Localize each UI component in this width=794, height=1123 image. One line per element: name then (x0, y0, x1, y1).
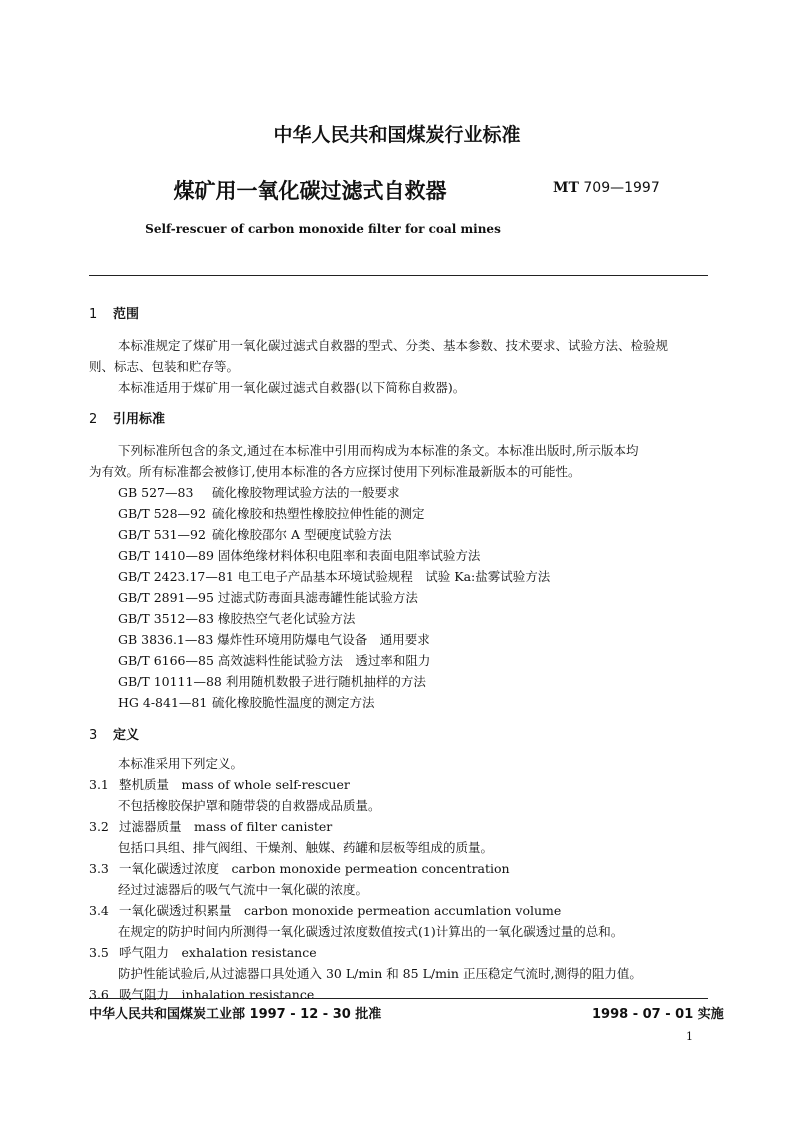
reference-name: 过滤式防毒面具滤毒罐性能试验方法 (217, 590, 418, 605)
reference-name: 高效滤料性能试验方法 透过率和阻力 (217, 653, 431, 668)
section-number: 1 (89, 307, 98, 322)
reference-name: 电工电子产品基本环境试验规程 试验 Ka:盐雾试验方法 (237, 569, 551, 584)
reference-item (118, 651, 430, 669)
reference-item (118, 525, 391, 543)
paragraph: 本标准规定了煤矿用一氧化碳过滤式自救器的型式、分类、基本参数、技术要求、试验方法、检验规 (118, 338, 669, 353)
reference-name: 橡胶热空气老化试验方法 (217, 611, 356, 626)
definition-term (89, 775, 350, 793)
section-3-heading (89, 724, 139, 743)
paragraph: 本标准适用于煤矿用一氧化碳过滤式自救器(以下简称自救器)。 (118, 380, 466, 395)
term-en: carbon monoxide permeation accumlation volume (244, 903, 562, 918)
definition-term (89, 901, 561, 919)
term-en: carbon monoxide permeation concentration (231, 861, 510, 876)
reference-code: GB/T 2423.17—81 (118, 569, 234, 584)
term-zh: 整机质量 (119, 777, 170, 792)
reference-code: GB/T 528—92 (118, 506, 206, 521)
reference-name: 利用随机数骰子进行随机抽样的方法 (225, 674, 426, 689)
section-title: 范围 (113, 307, 140, 322)
reference-item (118, 672, 426, 690)
effective-date: 1998 - 07 - 01 实施 (592, 1007, 724, 1022)
term-en: exhalation resistance (181, 945, 317, 960)
approval-line: 中华人民共和国煤炭工业部 1997 - 12 - 30 批准 (89, 1007, 382, 1022)
reference-item (118, 504, 425, 522)
reference-name: 硫化橡胶邵尔 A 型硬度试验方法 (211, 527, 392, 542)
paragraph: 本标准采用下列定义。 (118, 756, 244, 771)
standard-prefix: MT (553, 180, 579, 196)
section-title: 定义 (113, 728, 140, 743)
paragraph: 则、标志、包装和贮存等。 (89, 359, 240, 374)
term-zh: 呼气阻力 (119, 945, 170, 960)
reference-item (118, 609, 355, 627)
term-zh: 一氧化碳透过浓度 (119, 861, 220, 876)
reference-item (118, 567, 550, 585)
term-zh: 吸气阻力 (119, 987, 170, 1002)
term-zh: 过滤器质量 (119, 819, 182, 834)
reference-name: 爆炸性环境用防爆电气设备 通用要求 (217, 632, 430, 647)
paragraph: 为有效。所有标准都会被修订,使用本标准的各方应探讨使用下列标准最新版本的可能性。 (89, 464, 581, 479)
reference-code: GB/T 3512—83 (118, 611, 214, 626)
standard-number (553, 180, 660, 196)
definition-number: 3.5 (89, 945, 109, 960)
issuing-body-heading: 中华人民共和国煤炭行业标准 (273, 124, 521, 146)
reference-code: GB 527—83 (118, 485, 194, 500)
page-number: 1 (686, 1030, 693, 1043)
reference-code: GB/T 6166—85 (118, 653, 214, 668)
term-en: mass of whole self-rescuer (181, 777, 350, 792)
definition-term (89, 817, 332, 835)
section-2-heading (89, 408, 165, 427)
term-en: inhalation resistance (181, 987, 315, 1002)
reference-item (118, 483, 400, 501)
reference-item (118, 588, 418, 606)
standard-code: 709—1997 (583, 180, 660, 196)
reference-name: 固体绝缘材料体积电阻率和表面电阻率试验方法 (217, 548, 481, 563)
reference-item (118, 630, 430, 648)
reference-code: GB/T 2891—95 (118, 590, 214, 605)
standard-title: 煤矿用一氧化碳过滤式自救器 (173, 179, 447, 203)
reference-name: 硫化橡胶和热塑性橡胶拉伸性能的测定 (211, 506, 425, 521)
definition-number: 3.3 (89, 861, 109, 876)
reference-code: GB/T 531—92 (118, 527, 206, 542)
footer-rule (89, 998, 708, 999)
definition-desc: 在规定的防护时间内所测得一氧化碳透过浓度数值按式(1)计算出的一氧化碳透过量的总和。 (118, 924, 624, 939)
definition-desc: 防护性能试验后,从过滤器口具处通入 30 L/min 和 85 L/min 正压稳定气流时,测得的阻力值。 (118, 966, 642, 981)
definition-desc: 包括口具组、排气阀组、干燥剂、触媒、药罐和层板等组成的质量。 (118, 840, 494, 855)
definition-term (89, 985, 314, 1003)
definition-term (89, 859, 510, 877)
reference-code: GB/T 1410—89 (118, 548, 214, 563)
definition-desc: 不包括橡胶保护罩和随带袋的自救器成品质量。 (118, 798, 381, 813)
english-title: Self-rescuer of carbon monoxide filter for coal mines (145, 222, 501, 236)
section-number: 2 (89, 412, 98, 427)
section-title: 引用标准 (113, 412, 166, 427)
definition-desc: 经过过滤器后的吸气气流中一氧化碳的浓度。 (118, 882, 369, 897)
reference-item (118, 693, 375, 711)
section-1-heading (89, 303, 139, 322)
definition-number: 3.4 (89, 903, 109, 918)
reference-item (118, 546, 480, 564)
term-zh: 一氧化碳透过积累量 (119, 903, 232, 918)
header-rule (89, 275, 708, 276)
paragraph: 下列标准所包含的条文,通过在本标准中引用而构成为本标准的条文。本标准出版时,所示版本均 (118, 443, 639, 458)
definition-term (89, 943, 317, 961)
definition-number: 3.6 (89, 987, 109, 1002)
term-en: mass of filter canister (194, 819, 333, 834)
reference-code: HG 4-841—81 (118, 695, 208, 710)
definition-number: 3.2 (89, 819, 109, 834)
reference-name: 硫化橡胶物理试验方法的一般要求 (211, 485, 400, 500)
reference-code: GB/T 10111—88 (118, 674, 222, 689)
reference-name: 硫化橡胶脆性温度的测定方法 (211, 695, 375, 710)
reference-code: GB 3836.1—83 (118, 632, 214, 647)
section-number: 3 (89, 728, 98, 743)
definition-number: 3.1 (89, 777, 109, 792)
